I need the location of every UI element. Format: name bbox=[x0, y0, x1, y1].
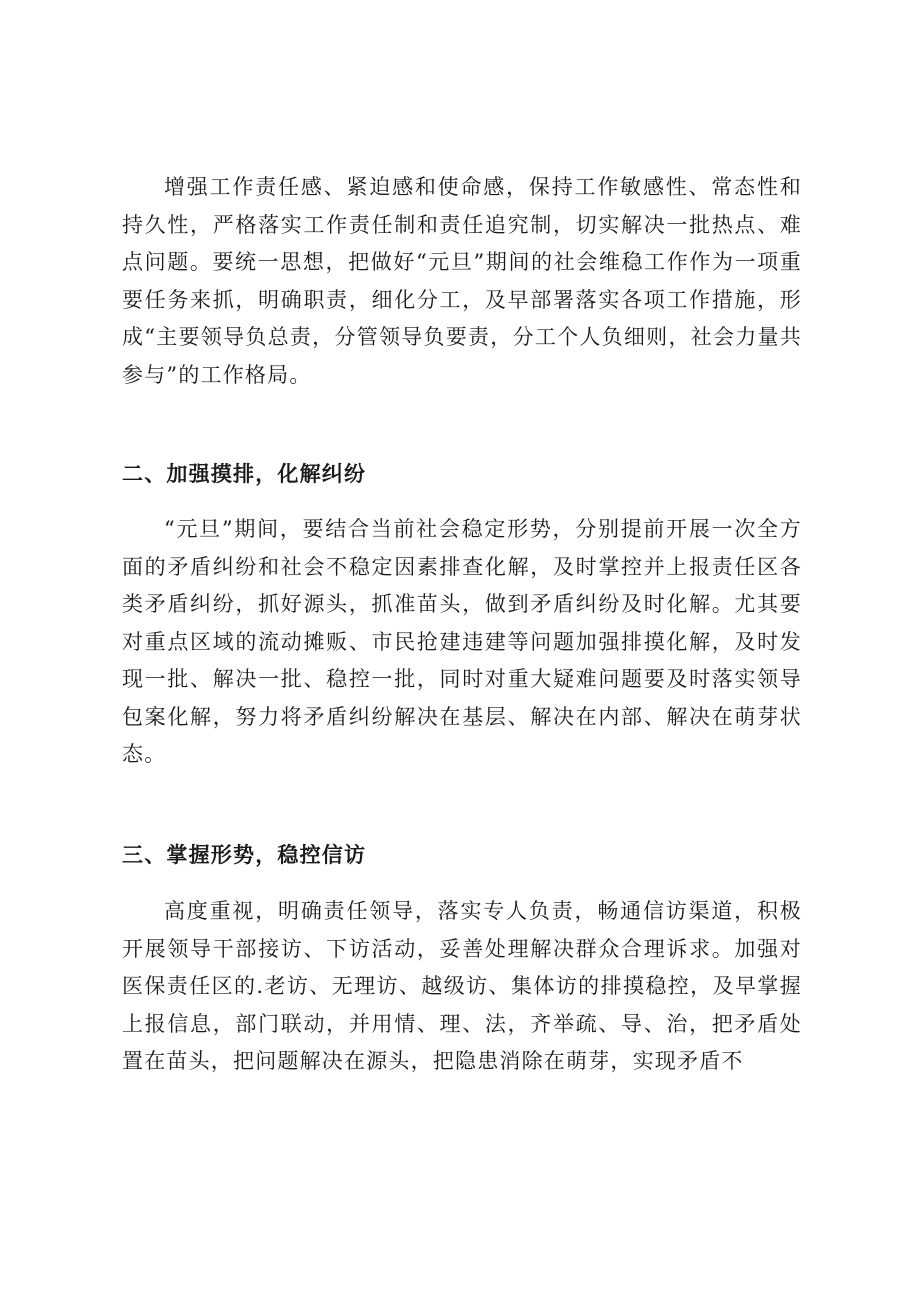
section-heading-2: 二、加强摸排，化解纠纷 bbox=[122, 461, 367, 486]
section-heading-3: 三、掌握形势，稳控信访 bbox=[122, 842, 367, 867]
intro-paragraph: 增强工作责任感、紧迫感和使命感，保持工作敏感性、常态性和持久性，严格落实工作责任制和责任追究制，切实解决一批热点、难点问题。要统一思想，把做好“元旦”期间的社会维稳工作作为一项重要任务来抓，明确职责，细化分工，及早部署落实各项工作措施，形成“主要领导负总责，分管领导负要责，分工个人负细则，社会力量共参与”的工作格局。 bbox=[122, 175, 802, 387]
section-body-2: “元旦”期间，要结合当前社会稳定形势，分别提前开展一次全方面的矛盾纠纷和社会不稳定因素排查化解，及时掌控并上报责任区各类矛盾纠纷，抓好源头，抓准苗头，做到矛盾纠纷及时化解。尤其要对重点区域的流动摊贩、市民抢建违建等问题加强排摸化解，及时发现一批、解决一批、稳控一批，同时对重大疑难问题要及时落实领导包案化解，努力将矛盾纠纷解决在基层、解决在内部、解决在萌芽状态。 bbox=[122, 517, 802, 766]
section-body-3: 高度重视，明确责任领导，落实专人负责，畅通信访渠道，积极开展领导干部接访、下访活动，妥善处理解决群众合理诉求。加强对医保责任区的.老访、无理访、越级访、集体访的排摸稳控，及早掌握上报信息，部门联动，并用情、理、法，齐举疏、导、治，把矛盾处置在苗头，把问题解决在源头，把隐患消除在萌芽，实现矛盾不 bbox=[122, 899, 802, 1073]
